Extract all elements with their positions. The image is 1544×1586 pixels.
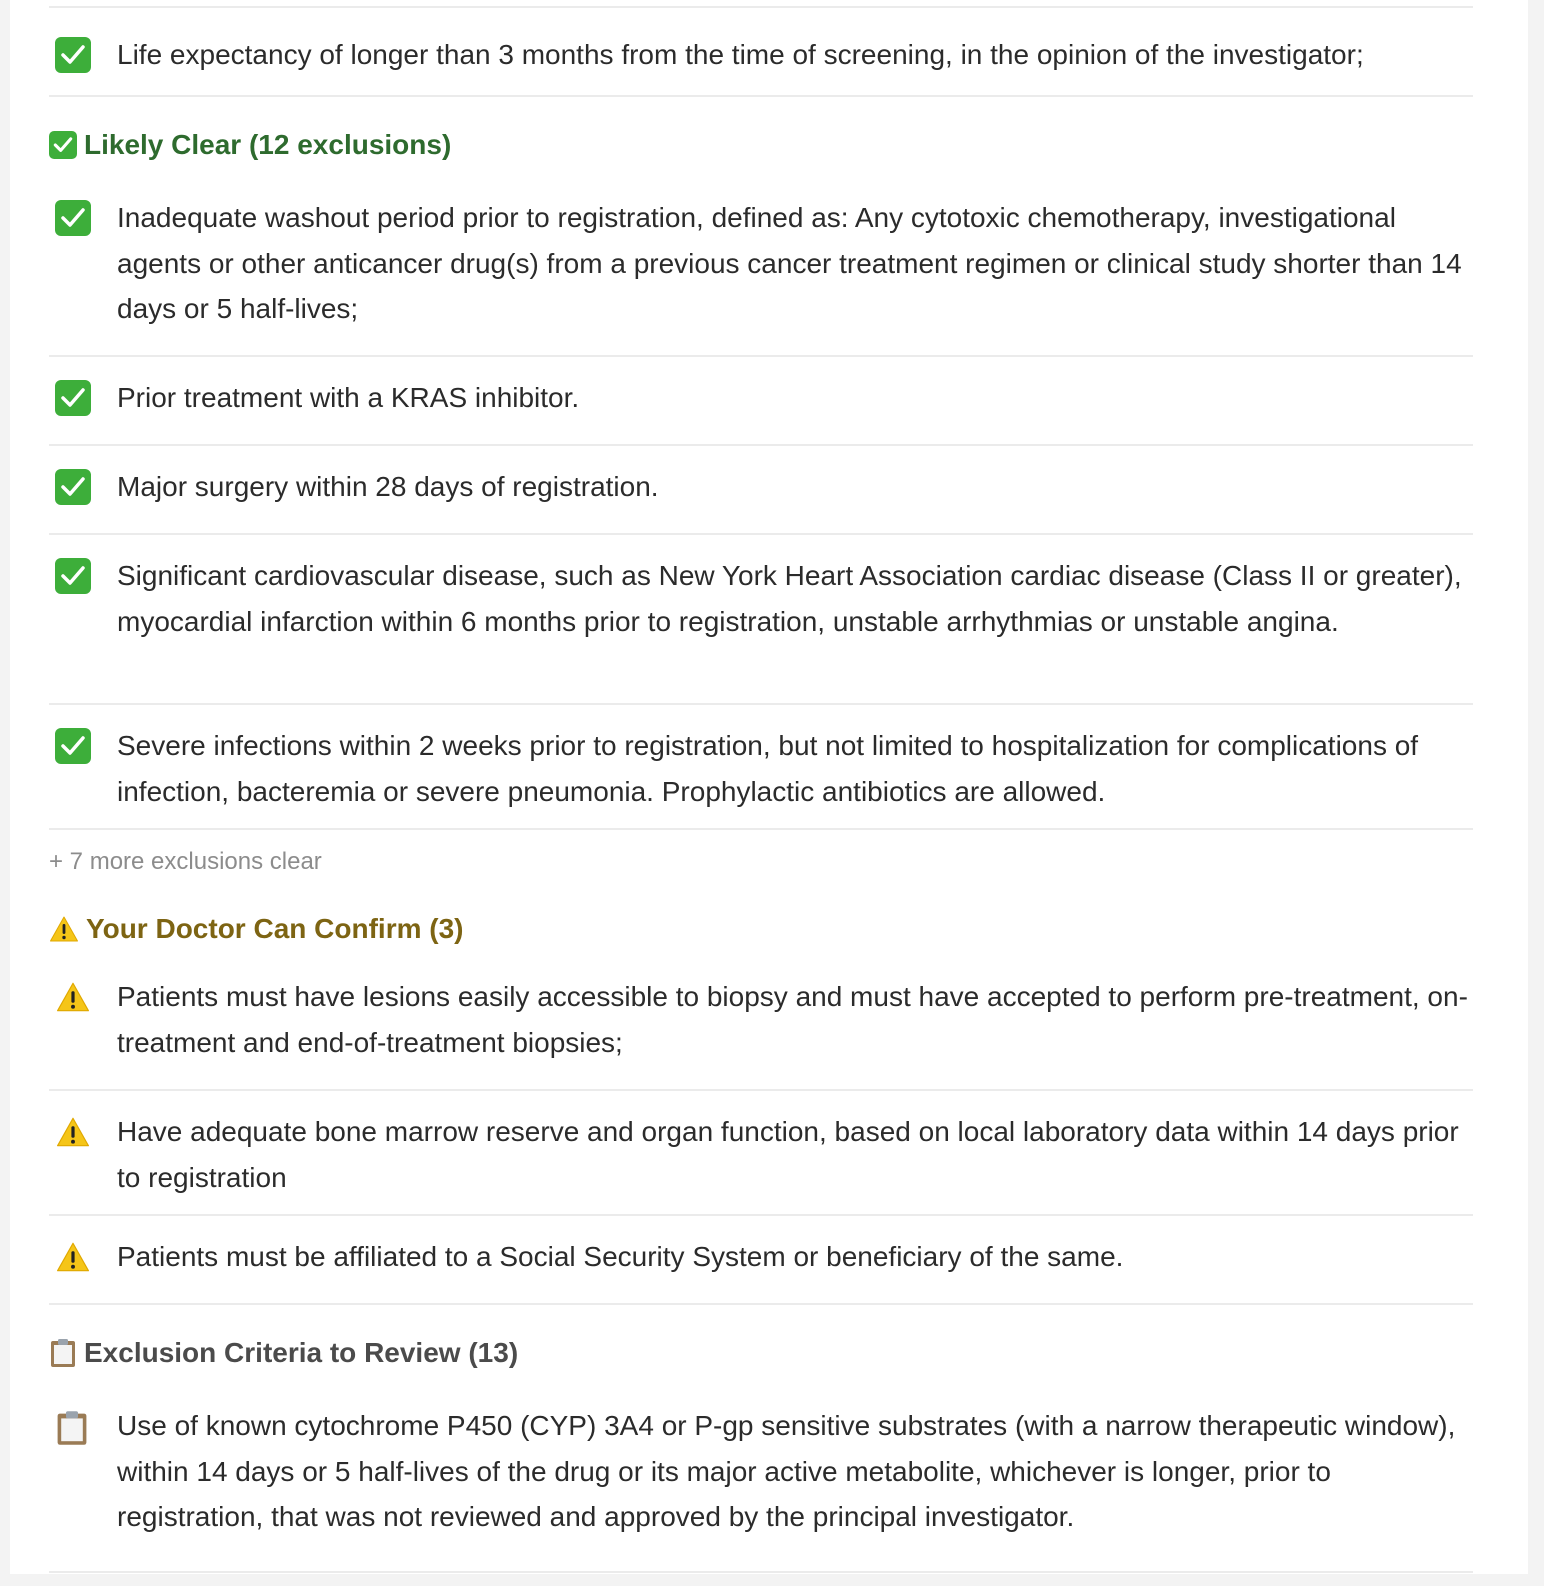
list-item (49, 446, 1473, 535)
list-item-text: Significant cardiovascular disease, such as New York Heart Association cardiac disease (Class II or greater), myocardial infarction within 6 months prior to registration, unstable arrhythmias or unstable angina. (117, 560, 1462, 637)
list-item (49, 705, 1473, 830)
list-item-text: Use of known cytochrome P450 (CYP) 3A4 or P-gp sensitive substrates (with a narrow therapeutic window), within 14 days or 5 half-lives of the drug or its major active metabolite, whichever is longer, prior to registration, that was not reviewed and approved by the principal investigator. (117, 1410, 1456, 1532)
list-item-text: Prior treatment with a KRAS inhibitor. (117, 382, 580, 413)
warning-icon (55, 1241, 91, 1273)
check-mark-icon (55, 380, 91, 416)
section-title: Your Doctor Can Confirm (3) (86, 913, 464, 944)
list-item (49, 964, 1473, 1091)
check-mark-icon (55, 728, 91, 764)
section-title: Likely Clear (12 exclusions) (84, 129, 452, 160)
list-item (49, 1091, 1473, 1216)
list-item-text: Have adequate bone marrow reserve and organ function, based on local laboratory data within 14 days prior to registration (117, 1116, 1459, 1193)
list-item (49, 535, 1473, 705)
clipboard-icon (49, 1338, 77, 1368)
clipboard-icon (55, 1410, 89, 1446)
check-mark-icon (55, 200, 91, 236)
list-item-life-expectancy (49, 8, 1473, 97)
list-item-text: Patients must be affiliated to a Social Security System or beneficiary of the same. (117, 1241, 1124, 1272)
list-item-text: Inadequate washout period prior to registration, defined as: Any cytotoxic chemotherapy, investigational agents or other anticancer drug(s) from a previous cancer treatment regimen or clinical study shorter than 14 days or 5 half-lives; (117, 202, 1462, 324)
section-heading-likely-clear (49, 97, 1473, 193)
check-mark-icon (55, 37, 91, 73)
list-item-text: Life expectancy of longer than 3 months from the time of screening, in the opinion of the investigator; (117, 39, 1364, 70)
section-heading-review (49, 1305, 1473, 1401)
warning-icon (49, 915, 79, 943)
list-item (49, 1401, 1473, 1573)
check-mark-icon (55, 558, 91, 594)
list-item (49, 1216, 1473, 1305)
list-item (49, 357, 1473, 446)
list-item-text: Major surgery within 28 days of registration. (117, 471, 659, 502)
list-item-text: Severe infections within 2 weeks prior to registration, but not limited to hospitalization for complications of infection, bacteremia or severe pneumonia. Prophylactic antibiotics are allowed. (117, 730, 1419, 807)
warning-icon (55, 1116, 91, 1148)
criteria-list (49, 0, 1473, 1573)
section-title: Exclusion Criteria to Review (13) (84, 1337, 519, 1368)
criteria-panel (10, 0, 1528, 1574)
check-mark-icon (49, 131, 77, 159)
list-item-text: Patients must have lesions easily accessible to biopsy and must have accepted to perform pre-treatment, on-treatment and end-of-treatment biopsies; (117, 981, 1468, 1058)
check-mark-icon (55, 469, 91, 505)
warning-icon (55, 981, 91, 1013)
list-item (49, 193, 1473, 357)
section-heading-doctor-confirm (49, 894, 1473, 964)
more-exclusions-link[interactable]: + 7 more exclusions clear (49, 848, 322, 875)
